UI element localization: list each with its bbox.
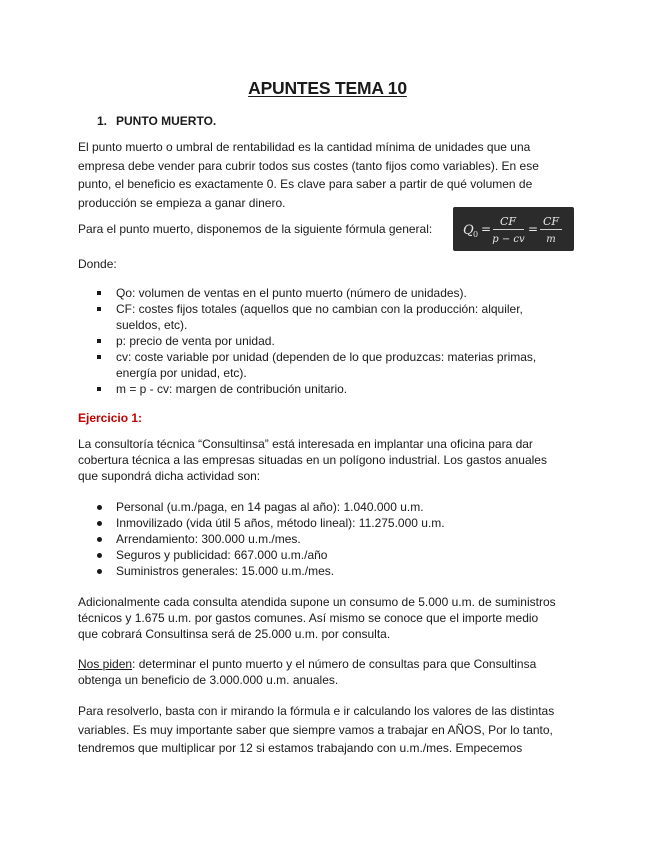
text-line: El punto muerto o umbral de rentabilidad es la cantidad mínima de unidades que una (78, 140, 531, 154)
expenses-list (96, 499, 566, 579)
definitions-list (96, 285, 566, 397)
additional-paragraph (78, 594, 583, 642)
formula-intro: Para el punto muerto, disponemos de la siguiente fórmula general: (78, 222, 433, 236)
round-bullet-icon (97, 521, 102, 526)
formula-denominator-1: p − cv (492, 234, 525, 245)
text-line: La consultoría técnica “Consultinsa” está interesada en implantar una oficina para dar (78, 437, 533, 451)
list-item: Arrendamiento: 300.000 u.m./mes. (96, 531, 566, 547)
list-item: Suministros generales: 15.000 u.m./mes. (96, 563, 566, 579)
section-label: PUNTO MUERTO. (116, 114, 217, 128)
round-bullet-icon (97, 569, 102, 574)
formula-lhs-sub: 0 (473, 230, 479, 239)
section-heading (97, 114, 216, 128)
formula-denominator-2: m (546, 234, 556, 245)
list-item: CF: costes fijos totales (aquellos que no cambian con la producción: alquiler, sueldos, etc). (96, 301, 566, 333)
text-line: obtenga un beneficio de 3.000.000 u.m. anuales. (78, 673, 339, 687)
list-item: cv: coste variable por unidad (dependen de lo que produzcas: materias primas, energía por unidad, etc). (96, 349, 566, 381)
square-bullet-icon (97, 307, 101, 311)
text-line: Para resolverlo, basta con ir mirando la fórmula e ir calculando los valores de las distintas (78, 704, 555, 718)
list-item: Personal (u.m./paga, en 14 pagas al año): 1.040.000 u.m. (96, 499, 566, 515)
resolve-paragraph (78, 702, 583, 758)
formula-numerator-1: CF (499, 215, 517, 228)
text-line: producción se empieza a ganar dinero. (78, 195, 286, 210)
text-line: que supondrá dicha actividad son: (78, 469, 261, 483)
square-bullet-icon (97, 339, 101, 343)
list-item: Inmovilizado (vida útil 5 años, método lineal): 11.275.000 u.m. (96, 515, 566, 531)
break-even-formula (453, 207, 574, 251)
formula-equals-1: = (481, 222, 492, 236)
text-line: tendremos que multiplicar por 12 si estamos trabajando con u.m./mes. Empecemos (78, 741, 523, 755)
round-bullet-icon (97, 553, 102, 558)
list-item: Qo: volumen de ventas en el punto muerto (número de unidades). (96, 285, 566, 301)
section-number: 1. (97, 114, 108, 128)
text-line: cobertura técnica a las empresas situadas en un polígono industrial. Los gastos anuales (78, 453, 547, 467)
fraction-bar-2 (540, 229, 562, 230)
list-item: m = p - cv: margen de contribución unitario. (96, 381, 566, 397)
intro-paragraph (78, 138, 583, 212)
text-line: Adicionalmente cada consulta atendida supone un consumo de 5.000 u.m. de suministros (78, 595, 556, 609)
list-item: Seguros y publicidad: 667.000 u.m./año (96, 547, 566, 563)
formula-numerator-2: CF (542, 215, 560, 228)
fraction-bar-1 (493, 229, 524, 230)
text-line: variables. Es muy importante saber que siempre vamos a trabajar en AÑOS, Por lo tanto, (78, 722, 553, 737)
exercise-intro (78, 436, 583, 484)
list-item: p: precio de venta por unidad. (96, 333, 566, 349)
text-line: punto, el beneficio es exactamente 0. Es clave para saber a partir de qué volumen de (78, 177, 533, 191)
asked-label: Nos piden (78, 657, 133, 671)
page-title: APUNTES TEMA 10 (248, 78, 407, 98)
text-line: Nos piden: determinar el punto muerto y el número de consultas para que Consultinsa (78, 657, 537, 671)
square-bullet-icon (97, 291, 101, 295)
text-line: que cobrará Consultinsa será de 25.000 u.m. por consulta. (78, 627, 391, 641)
formula-image (453, 207, 574, 251)
text-line: técnicos y 1.675 u.m. por gastos comunes. Así mismo se conoce que el importe medio (78, 611, 539, 625)
round-bullet-icon (97, 505, 102, 510)
square-bullet-icon (97, 355, 101, 359)
formula-equals-2: = (528, 222, 539, 236)
asked-paragraph (78, 656, 583, 688)
donde-label: Donde: (78, 257, 117, 271)
square-bullet-icon (97, 387, 101, 391)
exercise-heading: Ejercicio 1: (78, 411, 143, 425)
text-line: empresa debe vender para cubrir todos sus costes (tanto fijos como variables). En ese (78, 158, 539, 173)
formula-lhs: Q (463, 223, 474, 238)
round-bullet-icon (97, 537, 102, 542)
